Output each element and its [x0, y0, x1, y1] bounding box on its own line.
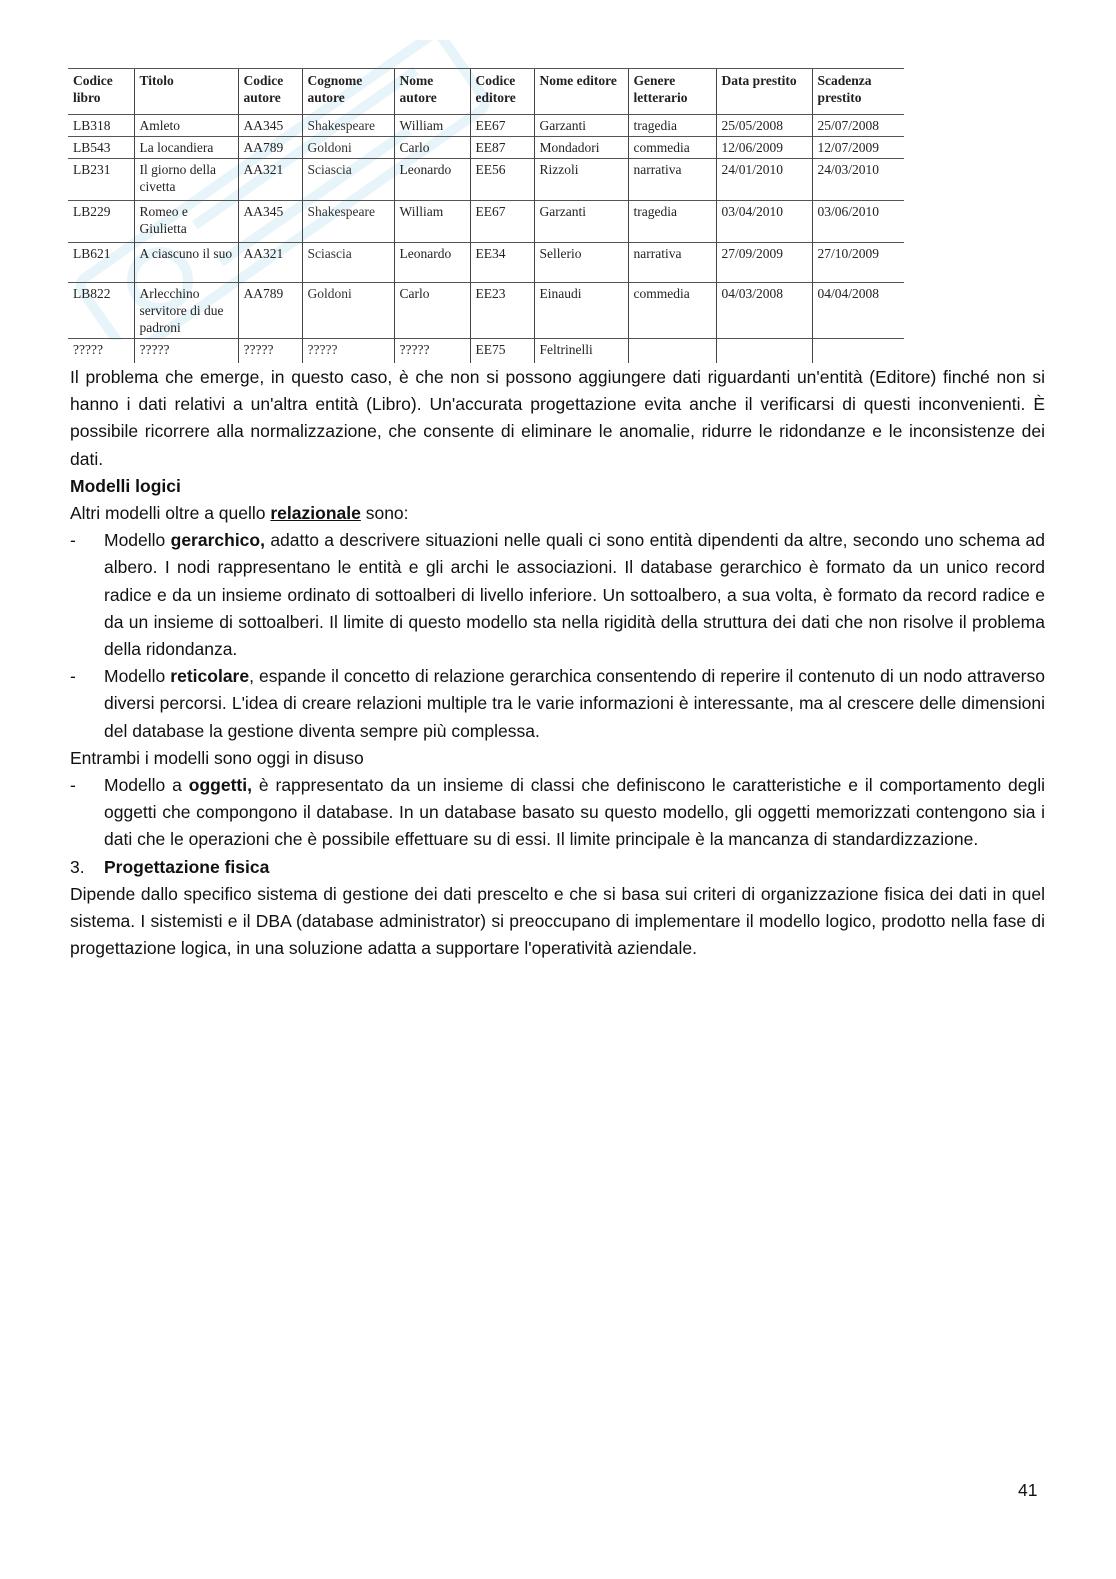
table-cell: Arlecchino servitore di due padroni: [134, 283, 238, 339]
item-text: adatto a descrivere situazioni nelle quali ci sono entità dipendenti da altre, secondo uno schema ad albero. I nodi rappresentano le entità e gli archi le associazioni. Il database gerarchico è formato da un unico record radice e da un insieme ordinato di sottoalberi di livello inferiore. Un sottoalbero, a sua volta, è formato da record radice e da un insieme di sottoalberi. Il limite di questo modello sta nella rigidità della struttura dei dati che non risolve il problema della ridondanza.: [104, 530, 1045, 660]
table-cell: AA321: [238, 159, 302, 201]
table-cell: 03/06/2010: [812, 201, 904, 243]
column-header: Data prestito: [716, 69, 812, 115]
table-cell: Feltrinelli: [534, 339, 628, 363]
table-cell: EE23: [470, 283, 534, 339]
intro-text: Altri modelli oltre a quello: [70, 503, 271, 524]
physical-design-paragraph: Dipende dallo specifico sistema di gestione dei dati prescelto e che si basa sui criteri di organizzazione fisica dei dati in quel sistema. I sistemisti e il DBA (database administrator) si preoccupano di implementare il modello logico, prodotto nella fase di progettazione logica, in una soluzione adatta a supportare l'operatività aziendale.: [70, 883, 1045, 959]
table-cell: 25/05/2008: [716, 115, 812, 137]
item-term: oggetti,: [188, 775, 252, 796]
column-header: Codice autore: [238, 69, 302, 115]
table-cell: 24/03/2010: [812, 159, 904, 201]
table-cell: Leonardo: [394, 159, 470, 201]
column-header: Genere letterario: [628, 69, 716, 115]
item-text: è rappresentato da un insieme di classi che definiscono le caratteristiche e il comportamento degli oggetti che compongono il database. In un database basato su questo modello, gli oggetti memorizzati contengono sia i dati che le operazioni che è possibile effettuare su di essi. Il limite principale è la mancanza di standardizzazione.: [104, 775, 1045, 850]
table-cell: AA321: [238, 243, 302, 283]
table-cell: Sciascia: [302, 159, 394, 201]
table-cell: William: [394, 201, 470, 243]
table-cell: 04/03/2008: [716, 283, 812, 339]
table-cell: A ciascuno il suo: [134, 243, 238, 283]
table-cell: ?????: [68, 339, 134, 363]
table-cell: Einaudi: [534, 283, 628, 339]
column-header: Nome autore: [394, 69, 470, 115]
table-cell: [628, 339, 716, 363]
table-cell: 03/04/2010: [716, 201, 812, 243]
column-header: Scadenza prestito: [812, 69, 904, 115]
table-cell: Rizzoli: [534, 159, 628, 201]
table-cell: ?????: [238, 339, 302, 363]
table-cell: AA789: [238, 137, 302, 159]
list-item-object: [70, 772, 1045, 854]
table-cell: ?????: [134, 339, 238, 363]
table-cell: Il giorno della civetta: [134, 159, 238, 201]
table-row: [68, 243, 904, 283]
page-number: 41: [1018, 1480, 1038, 1500]
table-cell: commedia: [628, 137, 716, 159]
table-header-row: [68, 69, 904, 115]
column-header: Codice editore: [470, 69, 534, 115]
table-cell: Amleto: [134, 115, 238, 137]
table-row: [68, 115, 904, 137]
table-row: [68, 283, 904, 339]
table-cell: Goldoni: [302, 283, 394, 339]
table-cell: Goldoni: [302, 137, 394, 159]
bullet-dash: -: [70, 666, 76, 687]
table-row: [68, 137, 904, 159]
table-cell: commedia: [628, 283, 716, 339]
section-title-physical-design: [70, 854, 1045, 881]
table-cell: narrativa: [628, 159, 716, 201]
table-cell: EE67: [470, 201, 534, 243]
table-cell: LB822: [68, 283, 134, 339]
intro-paragraph: Il problema che emerge, in questo caso, è che non si possono aggiungere dati riguardanti un'entità (Editore) finché non si hanno i dati relativi a un'altra entità (Libro). Un'accurata progettazione evita anche il verificarsi di questi inconvenienti. È possibile ricorrere alla normalizzazione, che consente di eliminare le anomalie, ridurre le ridondanze e le inconsistenze dei dati.: [70, 367, 1045, 469]
list-item-network: [70, 663, 1045, 745]
item-prefix: Modello: [104, 530, 171, 551]
bullet-dash: -: [70, 775, 76, 796]
table-cell: Garzanti: [534, 115, 628, 137]
table-cell: LB229: [68, 201, 134, 243]
table-cell: ?????: [302, 339, 394, 363]
table-cell: Shakespeare: [302, 201, 394, 243]
table-cell: Garzanti: [534, 201, 628, 243]
intro-bold-term: relazionale: [270, 503, 361, 524]
section-title-text: Progettazione fisica: [104, 856, 270, 877]
table-cell: 04/04/2008: [812, 283, 904, 339]
table-cell: 27/09/2009: [716, 243, 812, 283]
table-cell: EE87: [470, 137, 534, 159]
table-cell: Leonardo: [394, 243, 470, 283]
table-cell: EE75: [470, 339, 534, 363]
item-prefix: Modello: [104, 666, 171, 687]
table-cell: AA345: [238, 201, 302, 243]
item-prefix: Modello a: [104, 775, 189, 796]
table-cell: AA345: [238, 115, 302, 137]
table-cell: Mondadori: [534, 137, 628, 159]
intro-text-end: sono:: [360, 503, 409, 524]
table-cell: 25/07/2008: [812, 115, 904, 137]
table-cell: Carlo: [394, 283, 470, 339]
table-cell: William: [394, 115, 470, 137]
section-number: 3.: [70, 856, 85, 877]
section-title-logical-models: Modelli logici: [70, 475, 181, 496]
table-cell: LB621: [68, 243, 134, 283]
bullet-dash: -: [70, 530, 76, 551]
table-cell: [812, 339, 904, 363]
table-cell: 24/01/2010: [716, 159, 812, 201]
table-cell: Sellerio: [534, 243, 628, 283]
table-cell: EE56: [470, 159, 534, 201]
table-cell: narrativa: [628, 243, 716, 283]
document-body: [70, 364, 1045, 962]
table-cell: Sciascia: [302, 243, 394, 283]
table-row: [68, 159, 904, 201]
column-header: Codice libro: [68, 69, 134, 115]
table-row: [68, 201, 904, 243]
table-cell: Carlo: [394, 137, 470, 159]
table-cell: tragedia: [628, 115, 716, 137]
table-cell: LB543: [68, 137, 134, 159]
table-cell: [716, 339, 812, 363]
table-cell: 12/06/2009: [716, 137, 812, 159]
table-cell: AA789: [238, 283, 302, 339]
table-cell: Shakespeare: [302, 115, 394, 137]
table-cell: LB231: [68, 159, 134, 201]
table-cell: LB318: [68, 115, 134, 137]
logical-models-intro: [70, 500, 1045, 527]
column-header: Nome editore: [534, 69, 628, 115]
table-cell: Romeo e Giulietta: [134, 201, 238, 243]
table-cell: ?????: [394, 339, 470, 363]
item-text: , espande il concetto di relazione gerarchica consentendo di reperire il contenuto di un nodo attraverso diversi percorsi. L'idea di creare relazioni multiple tra le varie informazioni è interessante, ma al crescere delle dimensioni del database la gestione diventa sempre più complessa.: [104, 666, 1045, 741]
scanned-table-image: [68, 68, 906, 364]
item-term: reticolare: [170, 666, 250, 687]
table-cell: 12/07/2009: [812, 137, 904, 159]
table-cell: EE67: [470, 115, 534, 137]
list-item-hierarchical: [70, 527, 1045, 663]
table-cell: EE34: [470, 243, 534, 283]
table-row: [68, 339, 904, 363]
item-term: gerarchico,: [170, 530, 265, 551]
disuse-note: Entrambi i modelli sono oggi in disuso: [70, 747, 364, 768]
table-cell: 27/10/2009: [812, 243, 904, 283]
books-table: [68, 68, 904, 363]
column-header: Cognome autore: [302, 69, 394, 115]
column-header: Titolo: [134, 69, 238, 115]
table-cell: La locandiera: [134, 137, 238, 159]
table-cell: tragedia: [628, 201, 716, 243]
